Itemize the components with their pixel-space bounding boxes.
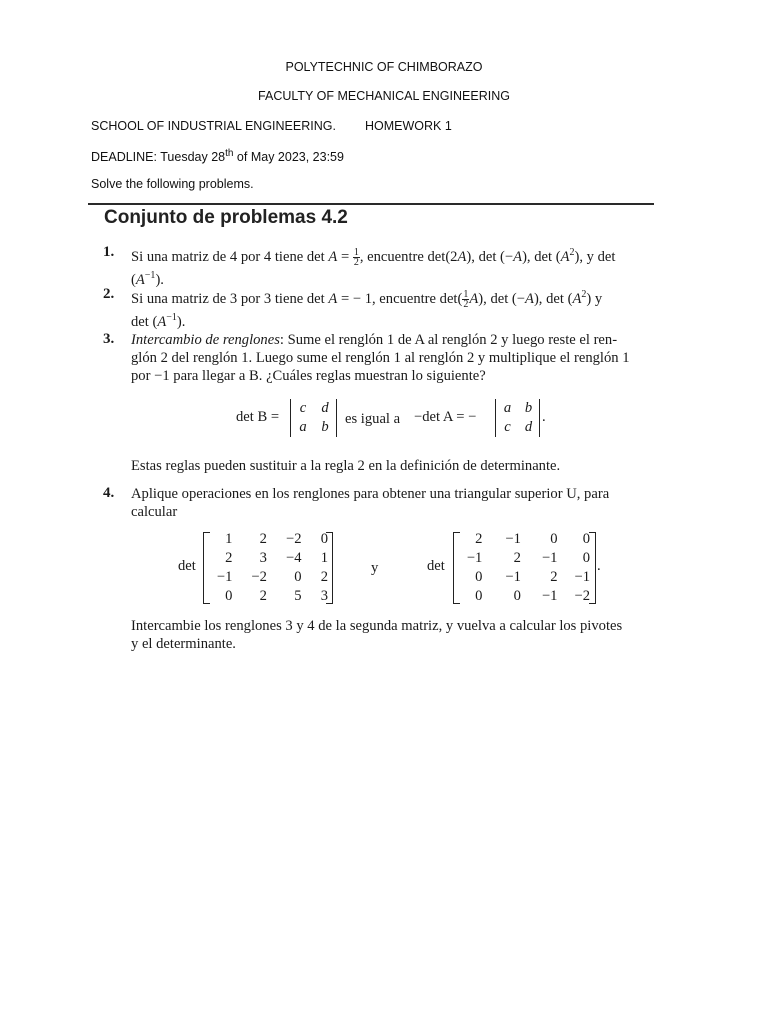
matrix-1	[210, 530, 328, 606]
p2-text: ), det (−	[478, 290, 526, 307]
matrix-cell: 1	[320, 550, 328, 566]
matrix-cell: 2	[225, 550, 233, 566]
problem-3-line-1	[131, 331, 659, 349]
p2-text: det (	[131, 313, 158, 330]
p1-text: ), det (	[522, 248, 561, 265]
matrix-cell: 0	[225, 588, 233, 604]
p2-text: ) y	[586, 290, 603, 307]
p1-var: A	[457, 248, 467, 265]
p2-text: ).	[176, 313, 186, 330]
matrix-cell: c	[299, 400, 307, 416]
matrix-cell: c	[504, 419, 511, 435]
homework-label: HOMEWORK 1	[365, 119, 452, 133]
matrix-cell: −1	[541, 588, 558, 604]
matrix-cell: 2	[475, 531, 483, 547]
matrix-cell: 0	[513, 588, 521, 604]
matrix-cell: −4	[286, 550, 302, 566]
det-bar-right	[539, 399, 540, 437]
frac-num: 1	[463, 289, 469, 301]
frac-num: 1	[353, 247, 359, 259]
matrix-cell: −1	[541, 550, 558, 566]
p1-text: (	[131, 271, 136, 288]
matrix-cell: b	[524, 400, 533, 416]
problem-2-line-2	[131, 309, 659, 331]
instruction: Solve the following problems.	[91, 177, 254, 191]
matrix-cell: 0	[582, 531, 590, 547]
p1-var: A	[560, 248, 570, 265]
problem-3-note	[131, 457, 659, 475]
p2-text: ), det (	[533, 290, 573, 307]
problem-2-line-1	[131, 286, 659, 309]
problem-4-text	[131, 485, 659, 521]
matrix-row	[210, 587, 328, 606]
matrix-row	[210, 549, 328, 568]
problem-3-number: 3.	[103, 331, 115, 347]
institution-title: POLYTECHNIC OF CHIMBORAZO	[285, 60, 483, 74]
p1-text: ), y det	[574, 248, 616, 265]
problem-1-text	[131, 244, 659, 289]
problem-3-line-2: glón 2 del renglón 1. Luego sume el renglón 1 al renglón 2 y multiplique el renglón 1	[131, 350, 630, 366]
p2-var: A	[328, 290, 338, 307]
p1-var: A	[135, 271, 145, 288]
matrix-cell: d	[524, 419, 533, 435]
det-bar-left	[290, 399, 291, 437]
problem-3-line-3: por −1 para llegar a B. ¿Cuáles reglas muestran lo siguiente?	[131, 368, 486, 384]
matrix-cell: a	[299, 419, 307, 435]
det-label-1: det	[178, 558, 196, 574]
problem-4-number: 4.	[103, 485, 115, 501]
matrix-row	[497, 399, 539, 418]
det-bar-left	[495, 399, 496, 437]
deadline-sup: th	[225, 148, 234, 159]
matrix-cell: 2	[259, 588, 267, 604]
matrix-row	[210, 568, 328, 587]
matrix-cell: −2	[574, 588, 590, 604]
matrix-cell: 0	[475, 569, 483, 585]
det-bar-right	[336, 399, 337, 437]
neg-det-a-label: −det A = −	[414, 409, 477, 425]
p1-text: , encuentre det(2	[359, 248, 458, 265]
p1-exp: 2	[569, 247, 575, 258]
p2-var: A	[525, 290, 534, 307]
deadline-prefix: DEADLINE: Tuesday 28	[91, 150, 226, 165]
bracket-right	[326, 532, 333, 604]
deadline	[91, 148, 344, 164]
problem-4-after	[131, 617, 659, 653]
matrix-row	[497, 418, 539, 437]
p1-exp: −1	[144, 270, 156, 282]
matrix-cell: −1	[466, 550, 483, 566]
matrix-cell: 3	[259, 550, 267, 566]
matrix-cell: 2	[259, 531, 267, 547]
p1-text: ), det (−	[466, 248, 514, 265]
p2-exp: −1	[166, 312, 177, 324]
det-a-matrix	[497, 399, 539, 437]
faculty-title: FACULTY OF MECHANICAL ENGINEERING	[258, 89, 510, 103]
matrix-cell: −1	[216, 569, 233, 585]
matrix-cell: b	[321, 419, 329, 435]
p2-exp: 2	[581, 289, 587, 300]
problem-2-number: 2.	[103, 286, 115, 302]
matrix-row	[458, 530, 590, 549]
matrix-2	[458, 530, 590, 606]
p1-var: A	[513, 248, 523, 265]
matrix-cell: −2	[286, 531, 302, 547]
matrix-cell: 0	[475, 588, 483, 604]
one-half-fraction	[353, 248, 360, 267]
problem-4-after-line-2: y el determinante.	[131, 636, 236, 652]
det-b-matrix	[292, 399, 336, 437]
matrix-cell: −1	[505, 569, 521, 585]
p3-italic-term: Intercambio de renglones	[131, 332, 280, 348]
section-title: Conjunto de problemas 4.2	[104, 207, 348, 228]
p2-text: = − 1, encuentre det(	[337, 290, 463, 307]
p1-var: A	[328, 248, 338, 265]
matrix-cell: 5	[294, 588, 302, 604]
p2-text: Si una matriz de 3 por 3 tiene det	[131, 290, 329, 307]
frac-den: 2	[463, 299, 469, 311]
frac-den: 2	[353, 257, 359, 269]
matrix-cell: 2	[550, 569, 558, 585]
problem-4-after-line-1: Intercambie los renglones 3 y 4 de la segunda matriz, y vuelva a calcular los pivotes	[131, 618, 623, 634]
matrix-row	[458, 587, 590, 606]
conjunction-y: y	[371, 560, 379, 576]
problem-4-line-1: Aplique operaciones en los renglones para obtener una triangular superior U, para	[131, 486, 610, 502]
p1-eq: =	[337, 248, 353, 265]
det-label-2: det	[427, 558, 445, 574]
matrix-row	[292, 418, 336, 437]
matrix-cell: a	[503, 400, 512, 416]
problem-3-text	[131, 331, 659, 385]
p2-var: A	[469, 290, 479, 307]
matrix-cell: 0	[320, 531, 328, 547]
problem-3-note-line: Estas reglas pueden sustituir a la regla 2 en la definición de determinante.	[131, 458, 561, 474]
p2-var: A	[157, 313, 167, 330]
problem-1-line-1	[131, 244, 659, 267]
matrix-cell: 2	[320, 569, 328, 585]
school-name: SCHOOL OF INDUSTRIAL ENGINEERING.	[91, 119, 336, 133]
matrix-cell: −1	[574, 569, 590, 585]
matrix-cell: 3	[320, 588, 328, 604]
matrix-cell: 2	[513, 550, 521, 566]
matrix-cell: 0	[582, 550, 590, 566]
matrix-row	[210, 530, 328, 549]
problem-4-line-2: calcular	[131, 504, 178, 520]
bracket-left	[203, 532, 210, 604]
det-b-label: det B =	[236, 409, 280, 425]
matrix-cell: d	[321, 400, 329, 416]
p1-text: Si una matriz de 4 por 4 tiene det	[131, 248, 329, 265]
matrix-row	[292, 399, 336, 418]
equal-text: es igual a	[345, 411, 401, 427]
matrix-cell: −1	[505, 531, 521, 547]
matrix-row	[458, 549, 590, 568]
p3-text: : Sume el renglón 1 de A al renglón 2 y luego reste el ren-	[279, 332, 618, 348]
problem-2-text	[131, 286, 659, 331]
bracket-right	[589, 532, 596, 604]
p1-text: ).	[155, 271, 164, 288]
matrix-cell: −2	[251, 569, 267, 585]
matrix-cell: 0	[294, 569, 302, 585]
end-dot: .	[597, 558, 601, 574]
problem-1-number: 1.	[103, 244, 115, 260]
matrix-cell: 1	[225, 531, 233, 547]
deadline-suffix: of May 2023, 23:59	[233, 150, 344, 165]
matrix-cell: 0	[550, 531, 558, 547]
p2-var: A	[572, 290, 582, 307]
end-dot: .	[542, 409, 546, 425]
matrix-row	[458, 568, 590, 587]
divider-rule	[88, 203, 654, 205]
